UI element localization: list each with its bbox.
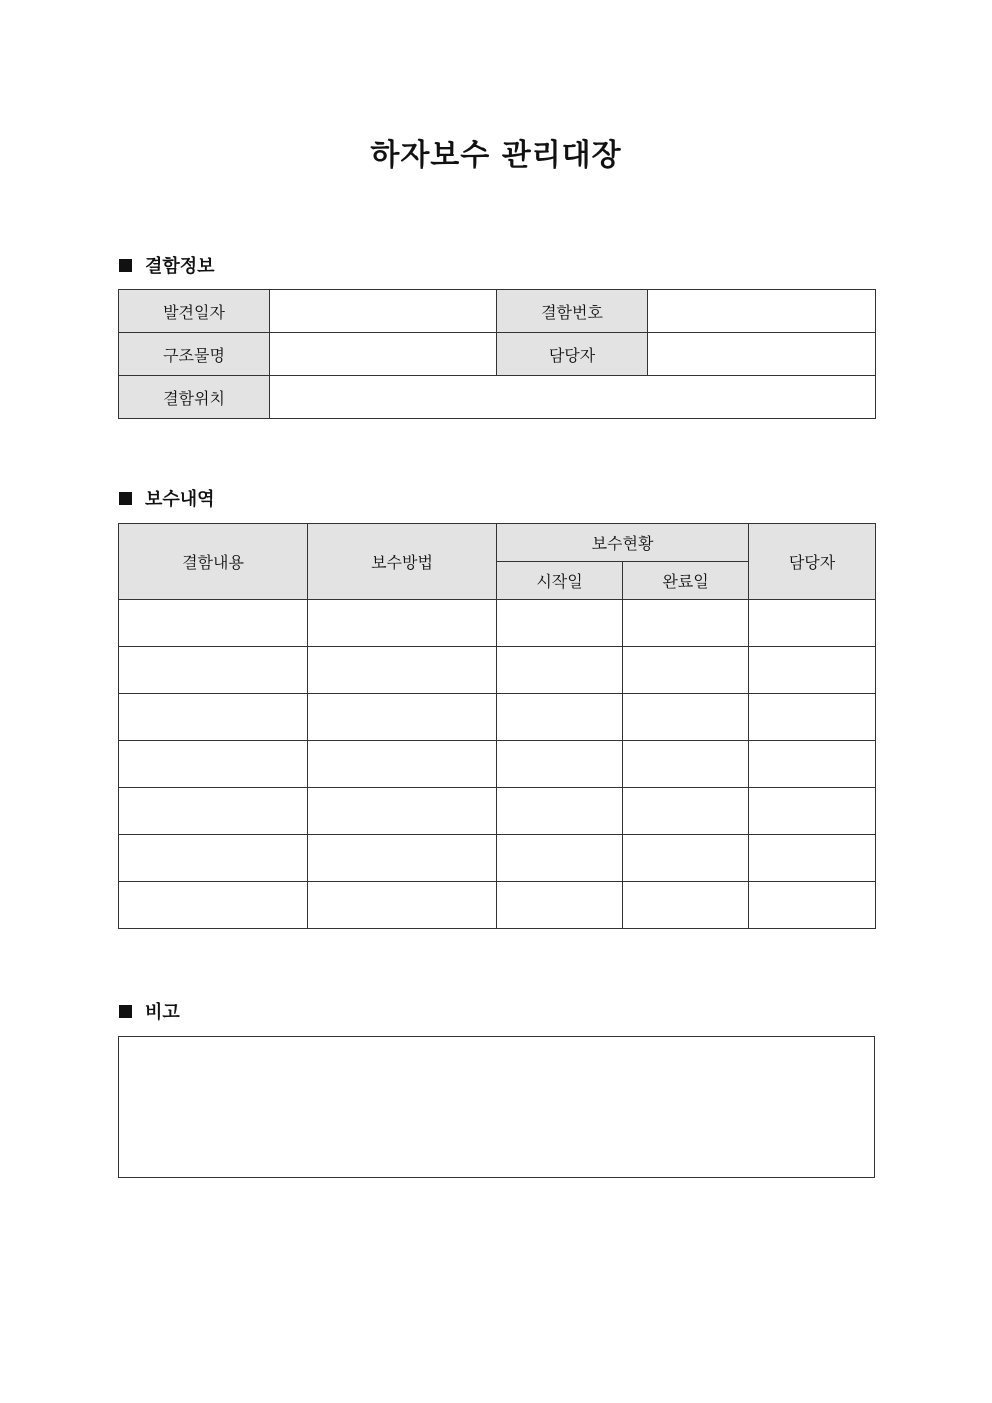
section-title: 보수내역	[145, 489, 215, 510]
square-bullet-icon	[119, 1005, 132, 1018]
header-repair-status: 보수현황	[497, 524, 749, 562]
defect-location-field[interactable]	[270, 376, 876, 419]
structure-name-field[interactable]	[270, 333, 497, 376]
section-heading-repair-history	[119, 486, 215, 510]
defect-info-table	[118, 289, 876, 419]
table-row	[119, 376, 876, 419]
defect-content-cell[interactable]	[119, 647, 308, 694]
manager-label: 담당자	[497, 333, 648, 376]
manager-cell[interactable]	[749, 788, 876, 835]
start-date-cell[interactable]	[497, 741, 623, 788]
defect-content-cell[interactable]	[119, 600, 308, 647]
section-title: 결함정보	[145, 256, 215, 277]
repair-history-table	[118, 523, 876, 929]
end-date-cell[interactable]	[623, 600, 749, 647]
manager-cell[interactable]	[749, 741, 876, 788]
repair-method-cell[interactable]	[308, 788, 497, 835]
section-heading-defect-info	[119, 253, 215, 277]
header-manager: 담당자	[749, 524, 876, 600]
table-row	[119, 600, 876, 647]
square-bullet-icon	[119, 492, 132, 505]
manager-cell[interactable]	[749, 647, 876, 694]
end-date-cell[interactable]	[623, 882, 749, 929]
header-repair-method: 보수방법	[308, 524, 497, 600]
repair-method-cell[interactable]	[308, 835, 497, 882]
defect-content-cell[interactable]	[119, 882, 308, 929]
manager-cell[interactable]	[749, 694, 876, 741]
discovery-date-field[interactable]	[270, 290, 497, 333]
start-date-cell[interactable]	[497, 600, 623, 647]
table-row	[119, 694, 876, 741]
notes-field[interactable]	[118, 1036, 875, 1178]
manager-field[interactable]	[648, 333, 876, 376]
section-title: 비고	[145, 1002, 180, 1023]
repair-method-cell[interactable]	[308, 600, 497, 647]
table-row	[119, 741, 876, 788]
repair-method-cell[interactable]	[308, 741, 497, 788]
manager-cell[interactable]	[749, 835, 876, 882]
end-date-cell[interactable]	[623, 788, 749, 835]
manager-cell[interactable]	[749, 600, 876, 647]
end-date-cell[interactable]	[623, 694, 749, 741]
defect-number-field[interactable]	[648, 290, 876, 333]
page-title: 하자보수 관리대장	[370, 138, 622, 173]
table-row	[119, 647, 876, 694]
manager-cell[interactable]	[749, 882, 876, 929]
end-date-cell[interactable]	[623, 741, 749, 788]
header-end-date: 완료일	[623, 562, 749, 600]
defect-content-cell[interactable]	[119, 694, 308, 741]
repair-method-cell[interactable]	[308, 647, 497, 694]
table-row	[119, 882, 876, 929]
end-date-cell[interactable]	[623, 835, 749, 882]
table-row	[119, 290, 876, 333]
repair-method-cell[interactable]	[308, 882, 497, 929]
repair-method-cell[interactable]	[308, 694, 497, 741]
start-date-cell[interactable]	[497, 647, 623, 694]
section-heading-notes	[119, 999, 180, 1023]
table-header-row	[119, 524, 876, 562]
header-start-date: 시작일	[497, 562, 623, 600]
defect-content-cell[interactable]	[119, 788, 308, 835]
defect-location-label: 결함위치	[119, 376, 270, 419]
defect-content-cell[interactable]	[119, 835, 308, 882]
start-date-cell[interactable]	[497, 882, 623, 929]
end-date-cell[interactable]	[623, 647, 749, 694]
square-bullet-icon	[119, 259, 132, 272]
defect-content-cell[interactable]	[119, 741, 308, 788]
table-row	[119, 835, 876, 882]
start-date-cell[interactable]	[497, 835, 623, 882]
discovery-date-label: 발견일자	[119, 290, 270, 333]
start-date-cell[interactable]	[497, 694, 623, 741]
structure-name-label: 구조물명	[119, 333, 270, 376]
table-row	[119, 788, 876, 835]
header-defect-content: 결함내용	[119, 524, 308, 600]
start-date-cell[interactable]	[497, 788, 623, 835]
defect-number-label: 결함번호	[497, 290, 648, 333]
table-row	[119, 333, 876, 376]
